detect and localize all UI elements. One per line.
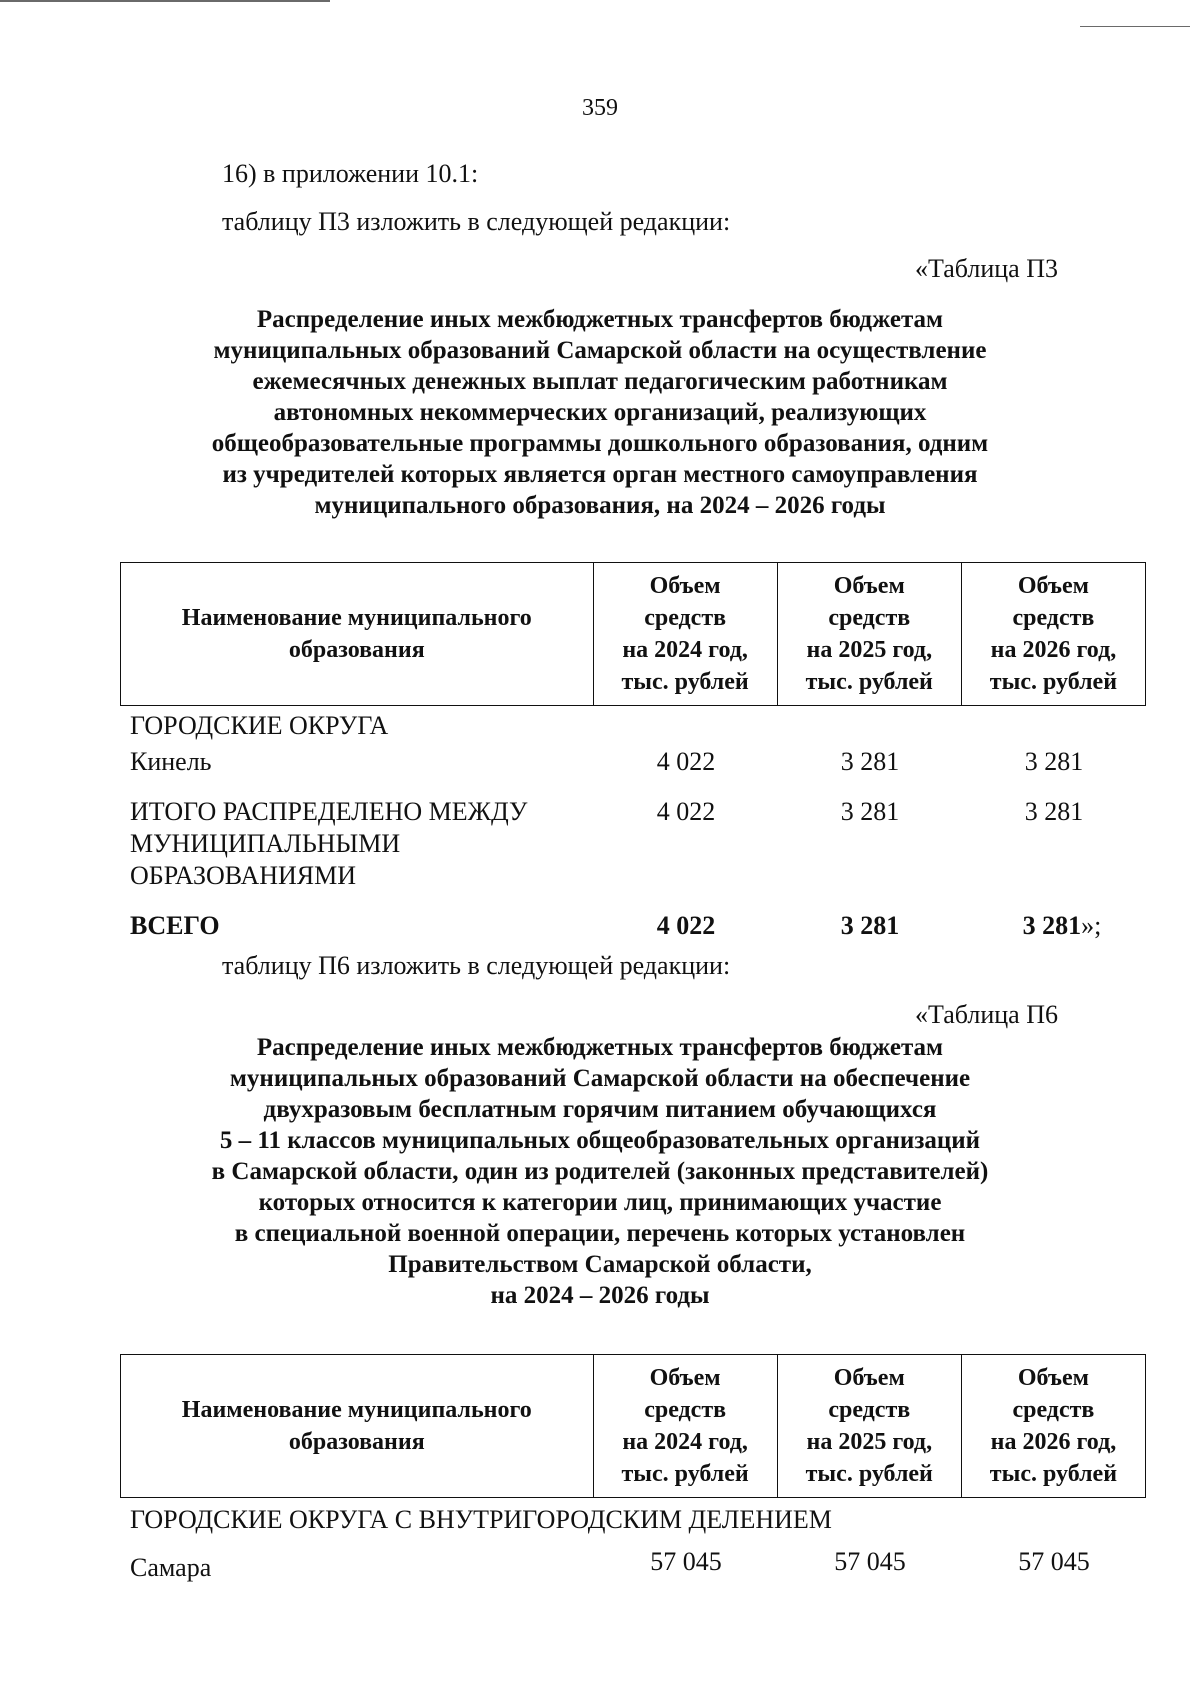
scan-artifact-top-right <box>1080 26 1190 27</box>
title-line: в Самарской области, один из родителей (законных представителей) <box>211 1158 989 1185</box>
value-2026: 3 281»; <box>1022 911 1102 940</box>
title-line: общеобразовательные программы дошкольного образования, одним <box>211 430 989 457</box>
value-2026: 3 281 <box>1024 747 1084 776</box>
value-2024: 4 022 <box>656 911 716 940</box>
table-p6-label: «Таблица П6 <box>915 1000 1058 1029</box>
header-2025: Объем средств на 2025 год, тыс. рублей <box>777 1355 961 1498</box>
municipality-name: Кинель <box>130 747 212 776</box>
header-2024: Объем средств на 2024 год, тыс. рублей <box>593 563 777 706</box>
title-line: автономных некоммерческих организаций, реализующих <box>273 399 927 426</box>
instruction-table-p6: таблицу П6 изложить в следующей редакции: <box>222 951 731 980</box>
item-16-heading: 16) в приложении 10.1: <box>222 159 479 188</box>
table-p3-title <box>120 304 1080 521</box>
value-2025: 3 281 <box>840 797 900 826</box>
title-line: которых относится к категории лиц, принимающих участие <box>258 1189 942 1216</box>
subtotal-label: ИТОГО РАСПРЕДЕЛЕНО МЕЖДУ МУНИЦИПАЛЬНЫМИ ОБРАЗОВАНИЯМИ <box>130 797 528 890</box>
instruction-table-p3: таблицу П3 изложить в следующей редакции: <box>222 207 731 236</box>
title-line: в специальной военной операции, перечень которых установлен <box>234 1220 966 1247</box>
title-line: муниципальных образований Самарской области на осуществление <box>213 337 987 364</box>
title-line: Распределение иных межбюджетных трансфертов бюджетам <box>256 1034 944 1061</box>
table-p3-header <box>120 562 1146 706</box>
municipality-name: Самара <box>130 1553 212 1582</box>
page-number: 359 <box>582 95 618 121</box>
header-municipality: Наименование муниципального образования <box>121 1355 594 1498</box>
value-2026: 57 045 <box>1018 1547 1090 1576</box>
closing-quote: »; <box>1081 911 1102 940</box>
header-municipality: Наименование муниципального образования <box>121 563 594 706</box>
value-2024: 4 022 <box>656 797 716 826</box>
title-line: двухразовым бесплатным горячим питанием обучающихся <box>263 1096 937 1123</box>
title-line: Распределение иных межбюджетных трансфертов бюджетам <box>256 306 944 333</box>
header-2026: Объем средств на 2026 год, тыс. рублей <box>961 1355 1145 1498</box>
title-line: Правительством Самарской области, <box>388 1251 812 1278</box>
table-p6-header <box>120 1354 1146 1498</box>
title-line: 5 – 11 классов муниципальных общеобразовательных организаций <box>219 1127 981 1154</box>
title-line: из учредителей которых является орган местного самоуправления <box>222 461 978 488</box>
header-2026: Объем средств на 2026 год, тыс. рублей <box>961 563 1145 706</box>
value-2024: 57 045 <box>650 1547 722 1576</box>
total-label: ВСЕГО <box>130 911 220 940</box>
header-2025: Объем средств на 2025 год, тыс. рублей <box>777 563 961 706</box>
title-line: муниципального образования, на 2024 – 2026 годы <box>314 492 886 519</box>
header-2024: Объем средств на 2024 год, тыс. рублей <box>593 1355 777 1498</box>
table-p3-label: «Таблица П3 <box>915 254 1058 283</box>
value-2025: 3 281 <box>840 911 900 940</box>
scan-artifact-top <box>0 0 330 2</box>
value-2025: 3 281 <box>840 747 900 776</box>
title-line: на 2024 – 2026 годы <box>490 1282 710 1309</box>
value-2024: 4 022 <box>656 747 716 776</box>
value-2025: 57 045 <box>834 1547 906 1576</box>
value-2026: 3 281 <box>1024 797 1084 826</box>
title-line: ежемесячных денежных выплат педагогическим работникам <box>252 368 948 395</box>
title-line: муниципальных образований Самарской области на обеспечение <box>229 1065 971 1092</box>
table-p6-title <box>120 1032 1080 1311</box>
